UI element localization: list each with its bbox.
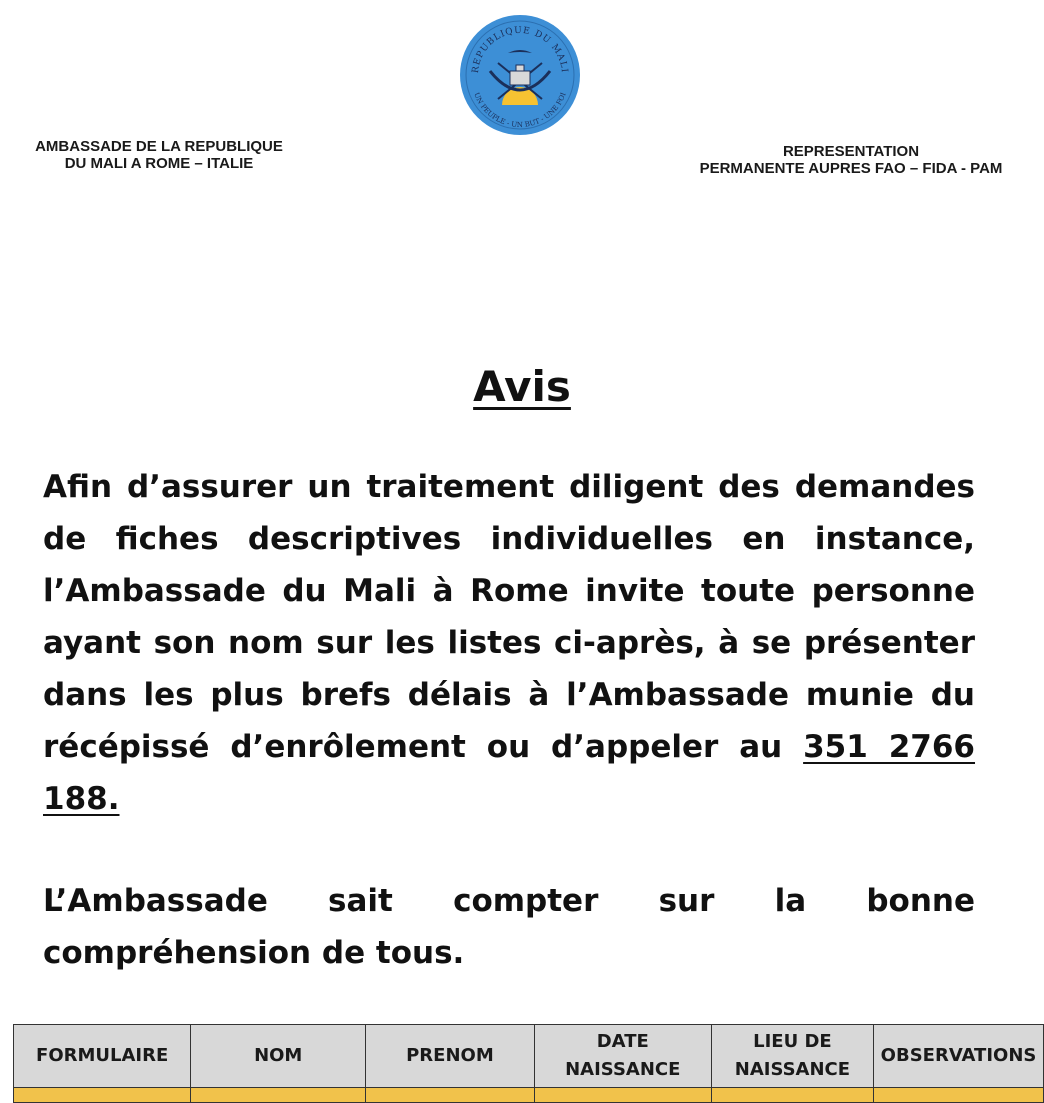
names-table [13, 1024, 1044, 1103]
notice-title: Avis [473, 362, 571, 411]
phone-number: 351 2766 188. [43, 729, 976, 817]
table-cell [711, 1088, 873, 1103]
column-header-observations: OBSERVATIONS [874, 1025, 1044, 1088]
letterhead-left [14, 138, 304, 172]
letterhead-right [670, 143, 1032, 177]
column-header-date-naissance: DATE NAISSANCE [534, 1025, 711, 1088]
table-header-row [14, 1025, 1044, 1088]
table-row [14, 1088, 1044, 1103]
notice-title-wrapper [0, 362, 1044, 411]
notice-paragraph-1-text: Afin d’assurer un traitement diligent des demandes de fiches descriptives individuelles en instance, l’Ambassade du Mali à Rome invite toute personne ayant son nom sur les listes ci-après, à se présenter dans les plus brefs délais à l’Ambassade munie du récépissé d’enrôlement ou d’appeler au [43, 469, 975, 765]
table-cell [14, 1088, 191, 1103]
table-cell [366, 1088, 535, 1103]
mali-seal-emblem [458, 13, 582, 137]
letterhead-left-line-2: DU MALI A ROME – ITALIE [64, 155, 254, 172]
column-header-prenom: PRENOM [366, 1025, 535, 1088]
table-cell [874, 1088, 1044, 1103]
column-header-formulaire: FORMULAIRE [14, 1025, 191, 1088]
notice-paragraph-1 [43, 461, 975, 825]
seal-text-bottom: UN PEUPLE - UN BUT - UNE FOI [472, 91, 568, 130]
letterhead-right-line-1: REPRESENTATION [782, 143, 920, 160]
letterhead-left-line-1: AMBASSADE DE LA REPUBLIQUE [35, 138, 283, 155]
column-header-nom: NOM [191, 1025, 366, 1088]
table-cell [534, 1088, 711, 1103]
seal-text-top: REPUBLIQUE DU MALI [470, 25, 570, 74]
column-header-lieu-naissance: LIEU DE NAISSANCE [711, 1025, 873, 1088]
table-cell [191, 1088, 366, 1103]
letterhead-right-line-2: PERMANENTE AUPRES FAO – FIDA - PAM [699, 160, 1003, 177]
notice-paragraph-2: L’Ambassade sait compter sur la bonne compréhension de tous. [43, 883, 975, 971]
